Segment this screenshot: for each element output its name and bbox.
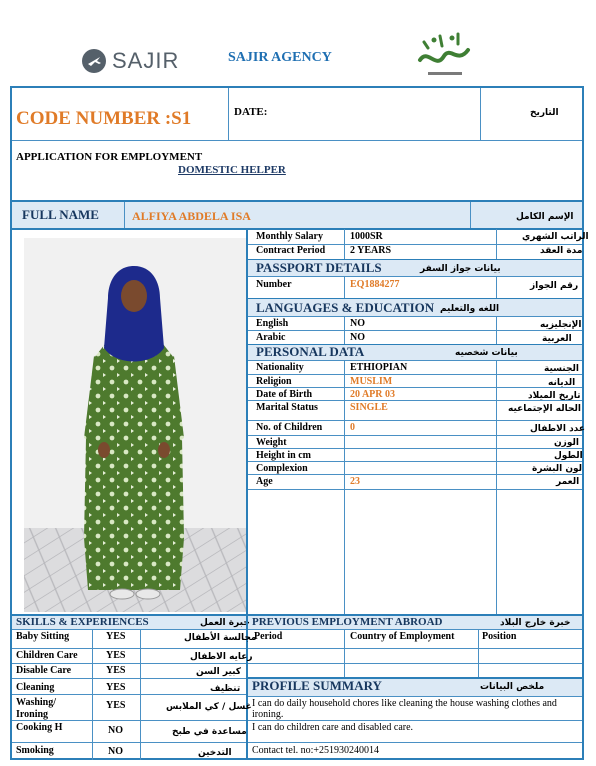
previous-section-title: PREVIOUS EMPLOYMENT ABROAD: [252, 616, 443, 628]
skill-smoking-label: Smoking: [16, 745, 54, 756]
marital-status-label-ar: الحاله الإجتماعيه: [508, 404, 581, 414]
skill-washing-label-ar: غسل / كي الملابس: [166, 702, 252, 712]
children-value: 0: [350, 422, 355, 433]
arabic-value: NO: [350, 332, 365, 343]
skill-disable-care-label: Disable Care: [16, 665, 72, 676]
logo-text: SAJIR: [112, 48, 180, 73]
full-name-label: FULL NAME: [22, 207, 99, 222]
nationality-label: Nationality: [256, 362, 304, 373]
full-name-label-ar: الإسم الكامل: [516, 212, 574, 222]
arabic-label-ar: العربية: [542, 334, 572, 344]
skill-cleaning-label: Cleaning: [16, 682, 55, 693]
contract-period-label: Contract Period: [256, 245, 326, 256]
skill-baby-sitting-label-ar: مجالسة الأطفال: [184, 633, 257, 643]
date-label-ar: التاريخ: [530, 108, 559, 118]
skill-smoking-value: NO: [108, 746, 123, 757]
agency-name: SAJIR AGENCY: [228, 50, 332, 65]
personal-section-title-ar: بيانات شخصيه: [455, 348, 518, 358]
religion-value: MUSLIM: [350, 376, 393, 387]
marital-status-value: SINGLE: [350, 402, 388, 413]
column-country: Country of Employment: [350, 631, 455, 642]
plane-icon: [82, 49, 106, 73]
passport-number-value: EQ1884277: [350, 279, 400, 290]
skill-children-care-value: YES: [106, 650, 126, 661]
english-label-ar: الإنجليزيه: [540, 320, 582, 330]
salary-label-ar: الراتب الشهري: [522, 232, 589, 242]
contact-line: Contact tel. no:+251930240014: [252, 745, 380, 756]
passport-section-title-ar: بيانات جواز السفر: [420, 264, 501, 274]
weight-label-ar: الوزن: [554, 438, 579, 448]
skill-cleaning-label-ar: تنظيف: [210, 684, 241, 694]
skill-cooking-value: NO: [108, 725, 123, 736]
profile-line-2: I can do children care and disabled care.: [252, 722, 414, 733]
arabic-label: Arabic: [256, 332, 286, 343]
skill-disable-care-value: YES: [106, 665, 126, 676]
languages-section-title-ar: اللغه والتعليم: [440, 304, 500, 314]
skill-baby-sitting-label: Baby Sitting: [16, 631, 70, 642]
column-position: Position: [482, 631, 517, 642]
full-name-value: ALFIYA ABDELA ISA: [132, 209, 251, 223]
date-label: DATE:: [234, 106, 268, 118]
skill-disable-care-label-ar: كبير السن: [196, 667, 242, 677]
profile-section-title: PROFILE SUMMARY: [252, 678, 382, 693]
passport-section-title: PASSPORT DETAILS: [256, 260, 382, 275]
column-period: Period: [254, 631, 283, 642]
skill-baby-sitting-value: YES: [106, 631, 126, 642]
position-title: DOMESTIC HELPER: [178, 164, 286, 176]
profile-line-1: I can do daily household chores like cleaning the house washing clothes and ironing.: [252, 698, 557, 720]
dob-label-ar: تاريخ الميلاد: [528, 391, 581, 401]
skill-smoking-label-ar: التدخين: [198, 748, 232, 758]
salary-value: 1000SR: [350, 231, 383, 242]
marital-status-label: Marital Status: [256, 402, 318, 413]
complexion-label-ar: لون البشرة: [532, 464, 583, 474]
skills-section-title-ar: خبرة العمل: [200, 618, 250, 628]
age-label: Age: [256, 476, 273, 487]
age-label-ar: العمر: [556, 477, 580, 487]
skill-cooking-label: Cooking H: [16, 722, 63, 733]
skill-children-care-label-ar: رعايه الاطفال: [190, 652, 253, 662]
age-value: 23: [350, 476, 360, 487]
dob-label: Date of Birth: [256, 389, 313, 400]
skill-children-care-label: Children Care: [16, 650, 78, 661]
skill-washing-value: YES: [106, 700, 126, 711]
weight-label: Weight: [256, 437, 287, 448]
children-label-ar: عدد الاطفال: [530, 424, 586, 434]
complexion-label: Complexion: [256, 463, 308, 474]
agency-arabic-logo: [414, 30, 476, 82]
skills-section-title: SKILLS & EXPERIENCES: [16, 616, 149, 628]
nationality-value: ETHIOPIAN: [350, 362, 408, 373]
skill-cleaning-value: YES: [106, 682, 126, 693]
contract-period-value: 2 YEARS: [350, 245, 392, 256]
contract-period-label-ar: مدة العقد: [540, 246, 583, 256]
salary-label: Monthly Salary: [256, 231, 323, 242]
religion-label: Religion: [256, 376, 292, 387]
skill-cooking-label-ar: مساعدة في طبخ: [172, 727, 247, 737]
english-value: NO: [350, 318, 365, 329]
height-label: Height in cm: [256, 450, 311, 461]
applicant-photo: [24, 238, 246, 612]
code-number: CODE NUMBER :S1: [16, 108, 192, 129]
dob-value: 20 APR 03: [350, 389, 395, 400]
nationality-label-ar: الجنسية: [544, 364, 579, 374]
languages-section-title: LANGUAGES & EDUCATION: [256, 300, 435, 315]
religion-label-ar: الديانه: [548, 378, 576, 388]
english-label: English: [256, 318, 289, 329]
profile-section-title-ar: ملخص البيانات: [480, 682, 545, 692]
passport-number-label: Number: [256, 279, 292, 290]
passport-number-label-ar: رقم الجواز: [530, 281, 579, 291]
skill-washing-label: Washing/ Ironing: [16, 697, 57, 720]
personal-section-title: PERSONAL DATA: [256, 344, 365, 359]
children-label: No. of Children: [256, 422, 323, 433]
previous-section-title-ar: خبرة خارج البلاد: [500, 618, 571, 628]
sajir-logo: [82, 46, 179, 76]
height-label-ar: الطول: [554, 451, 583, 461]
application-title: APPLICATION FOR EMPLOYMENT: [16, 151, 203, 163]
